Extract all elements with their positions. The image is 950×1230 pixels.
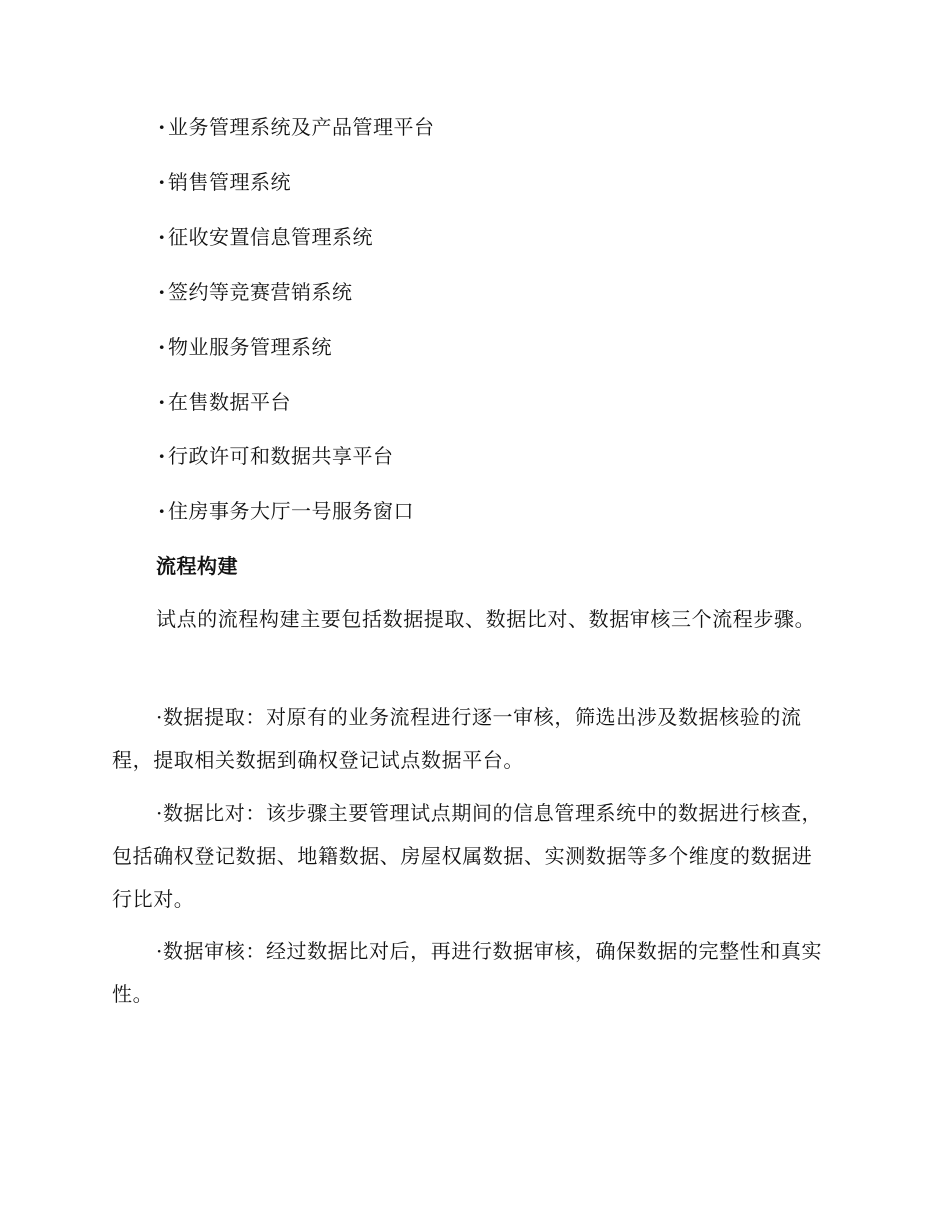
bullet-dot: · bbox=[158, 499, 166, 523]
list-item-label: 业务管理系统及产品管理平台 bbox=[168, 115, 435, 139]
list-item bbox=[156, 169, 291, 195]
bullet-dot: · bbox=[158, 280, 166, 304]
bullet-dot: · bbox=[158, 115, 166, 139]
list-item bbox=[156, 498, 414, 524]
list-item bbox=[156, 114, 435, 140]
list-item-label: 在售数据平台 bbox=[168, 390, 291, 414]
list-item-label: 签约等竞赛营销系统 bbox=[168, 280, 353, 304]
bullet-dot: · bbox=[158, 444, 166, 468]
list-item-label: 征收安置信息管理系统 bbox=[168, 225, 373, 249]
list-item-label: 住房事务大厅一号服务窗口 bbox=[168, 499, 414, 523]
step-paragraph: ·数据比对：该步骤主要管理试点期间的信息管理系统中的数据进行核查，包括确权登记数据、地籍数据、房屋权属数据、实测数据等多个维度的数据进行比对。 bbox=[112, 801, 823, 911]
list-item bbox=[156, 334, 332, 360]
list-item-label: 行政许可和数据共享平台 bbox=[168, 444, 394, 468]
list-item-label: 物业服务管理系统 bbox=[168, 335, 332, 359]
bullet-dot: · bbox=[158, 390, 166, 414]
list-item bbox=[156, 443, 394, 469]
bullet-dot: · bbox=[158, 170, 166, 194]
list-item bbox=[156, 389, 291, 415]
bullet-dot: · bbox=[158, 225, 166, 249]
step-paragraph: ·数据审核：经过数据比对后，再进行数据审核，确保数据的完整性和真实性。 bbox=[112, 939, 823, 1006]
list-item bbox=[156, 224, 373, 250]
step-paragraph: ·数据提取：对原有的业务流程进行逐一审核，筛选出涉及数据核验的流程，提取相关数据到确权登记试点数据平台。 bbox=[112, 705, 802, 772]
list-item-label: 销售管理系统 bbox=[168, 170, 291, 194]
bullet-dot: · bbox=[158, 335, 166, 359]
section-intro-paragraph: 试点的流程构建主要包括数据提取、数据比对、数据审核三个流程步骤。 bbox=[156, 607, 816, 631]
list-item bbox=[156, 279, 353, 305]
section-heading: 流程构建 bbox=[156, 554, 238, 578]
